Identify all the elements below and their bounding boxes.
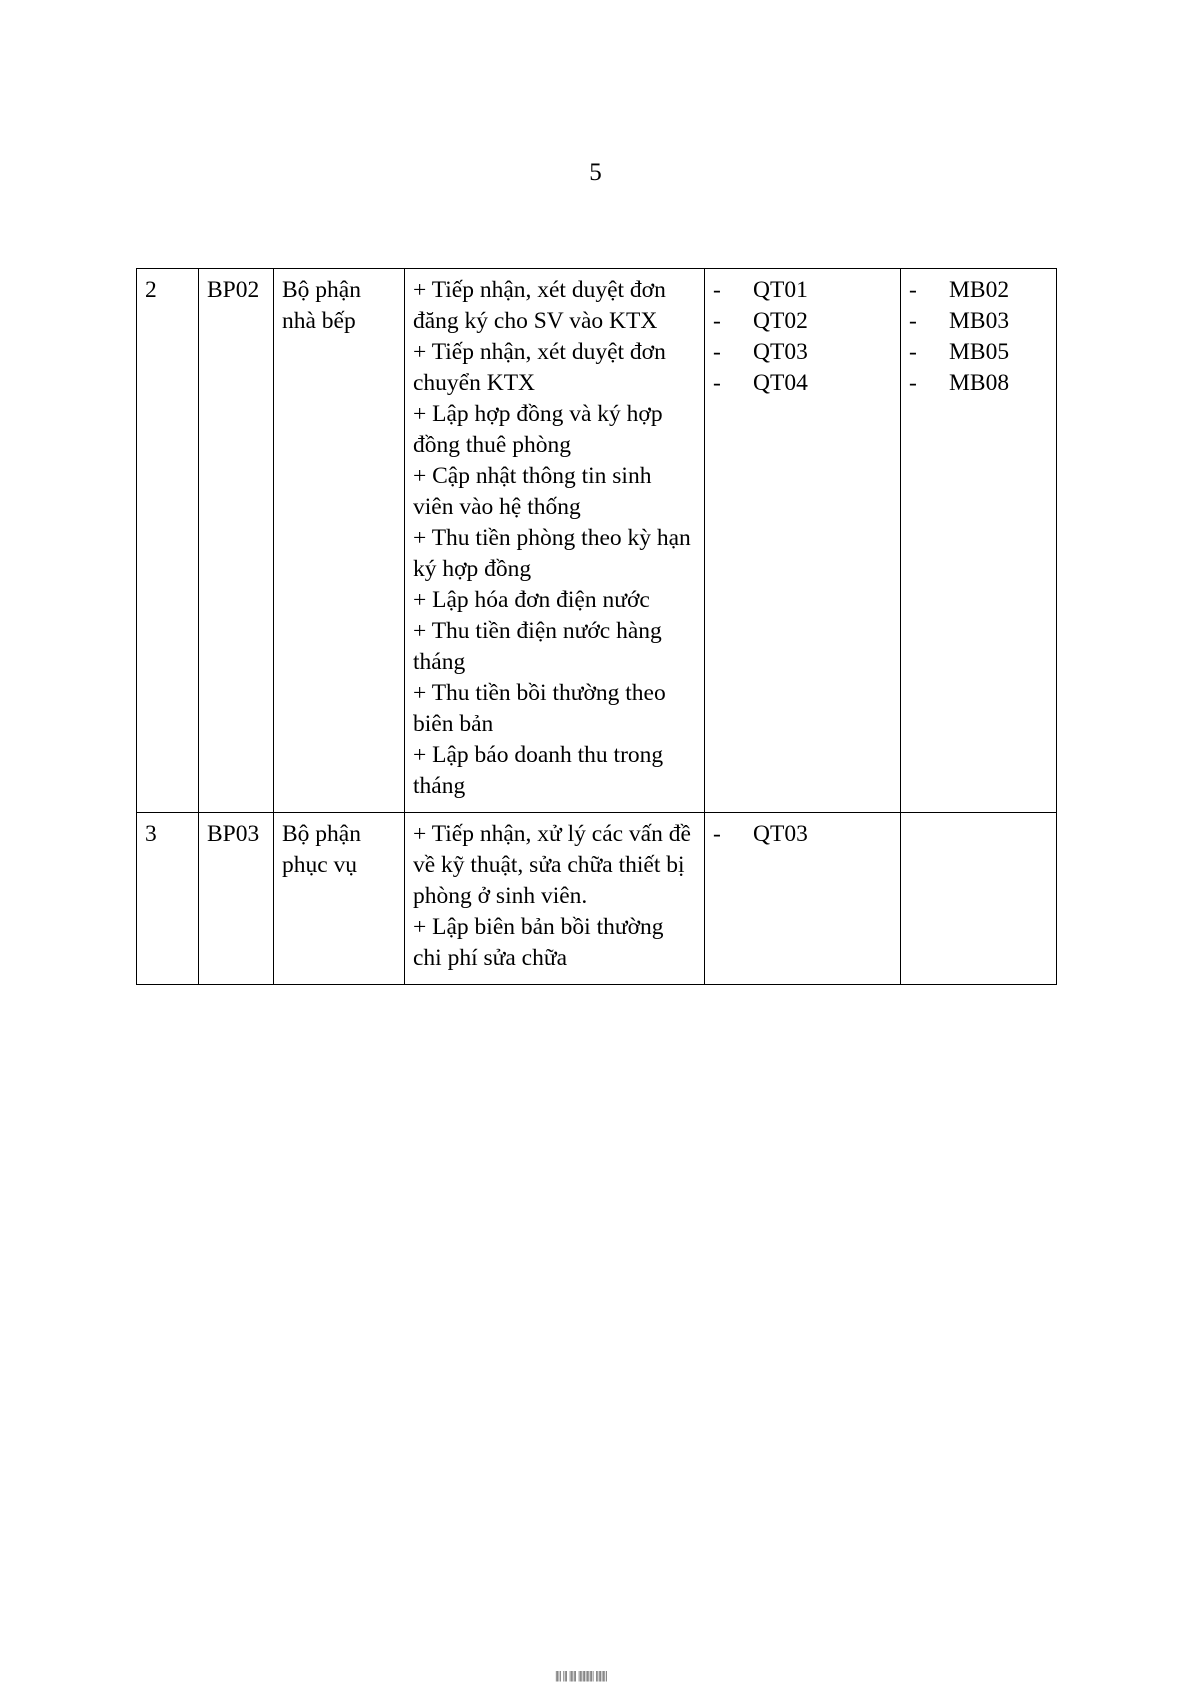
dash-marker: - <box>909 277 917 303</box>
dash-marker: - <box>909 308 917 334</box>
form-code: MB02 <box>949 277 1010 303</box>
dash-marker: - <box>713 339 721 365</box>
row-process-codes <box>705 813 901 985</box>
list-item <box>713 337 892 368</box>
list-item <box>909 368 1048 399</box>
row-department-name: Bộ phận phục vụ <box>274 813 405 985</box>
function-item: + Lập báo doanh thu trong tháng <box>413 742 664 799</box>
function-item: + Thu tiền bồi thường theo biên bản <box>413 680 666 737</box>
row-index: 2 <box>137 269 199 813</box>
footer-artifact: |||| ||| ||||| ||||||||||| |||||||| <box>555 1668 607 1682</box>
function-item: + Tiếp nhận, xét duyệt đơn đăng ký cho SV vào KTX <box>413 277 666 334</box>
function-item: + Cập nhật thông tin sinh viên vào hệ thống <box>413 463 652 520</box>
row-code: BP02 <box>199 269 274 813</box>
dash-marker: - <box>713 277 721 303</box>
table-row <box>137 813 1057 985</box>
row-department-name: Bộ phận nhà bếp <box>274 269 405 813</box>
function-item: + Tiếp nhận, xét duyệt đơn chuyển KTX <box>413 339 666 396</box>
dash-marker: - <box>909 339 917 365</box>
dash-marker: - <box>909 370 917 396</box>
row-process-codes <box>705 269 901 813</box>
form-list <box>909 275 1048 399</box>
row-code: BP03 <box>199 813 274 985</box>
list-item <box>713 819 892 850</box>
form-code: MB08 <box>949 370 1010 396</box>
process-code: QT03 <box>753 821 808 847</box>
dash-marker: - <box>713 821 721 847</box>
row-index: 3 <box>137 813 199 985</box>
list-item <box>909 306 1048 337</box>
list-item <box>713 306 892 337</box>
function-item: + Lập hợp đồng và ký hợp đồng thuê phòng <box>413 401 663 458</box>
list-item <box>713 368 892 399</box>
process-code: QT02 <box>753 308 808 334</box>
row-form-codes <box>901 269 1057 813</box>
list-item <box>909 337 1048 368</box>
process-list <box>713 819 892 850</box>
list-item <box>713 275 892 306</box>
dash-marker: - <box>713 370 721 396</box>
form-code: MB05 <box>949 339 1010 365</box>
form-code: MB03 <box>949 308 1010 334</box>
function-item: + Tiếp nhận, xử lý các vấn đề về kỹ thuật, sửa chữa thiết bị phòng ở sinh viên. <box>413 821 691 909</box>
list-item <box>909 275 1048 306</box>
function-item: + Thu tiền phòng theo kỳ hạn ký hợp đồng <box>413 525 691 582</box>
process-list <box>713 275 892 399</box>
row-functions <box>405 813 705 985</box>
table-row <box>137 269 1057 813</box>
function-item: + Lập hóa đơn điện nước <box>413 587 650 613</box>
process-code: QT04 <box>753 370 808 396</box>
function-item: + Thu tiền điện nước hàng tháng <box>413 618 662 675</box>
process-code: QT01 <box>753 277 808 303</box>
page-number: 5 <box>589 159 602 186</box>
dash-marker: - <box>713 308 721 334</box>
department-function-table <box>136 268 1057 985</box>
process-code: QT03 <box>753 339 808 365</box>
row-form-codes <box>901 813 1057 985</box>
function-item: + Lập biên bản bồi thường chi phí sửa chữa <box>413 914 664 971</box>
row-functions <box>405 269 705 813</box>
